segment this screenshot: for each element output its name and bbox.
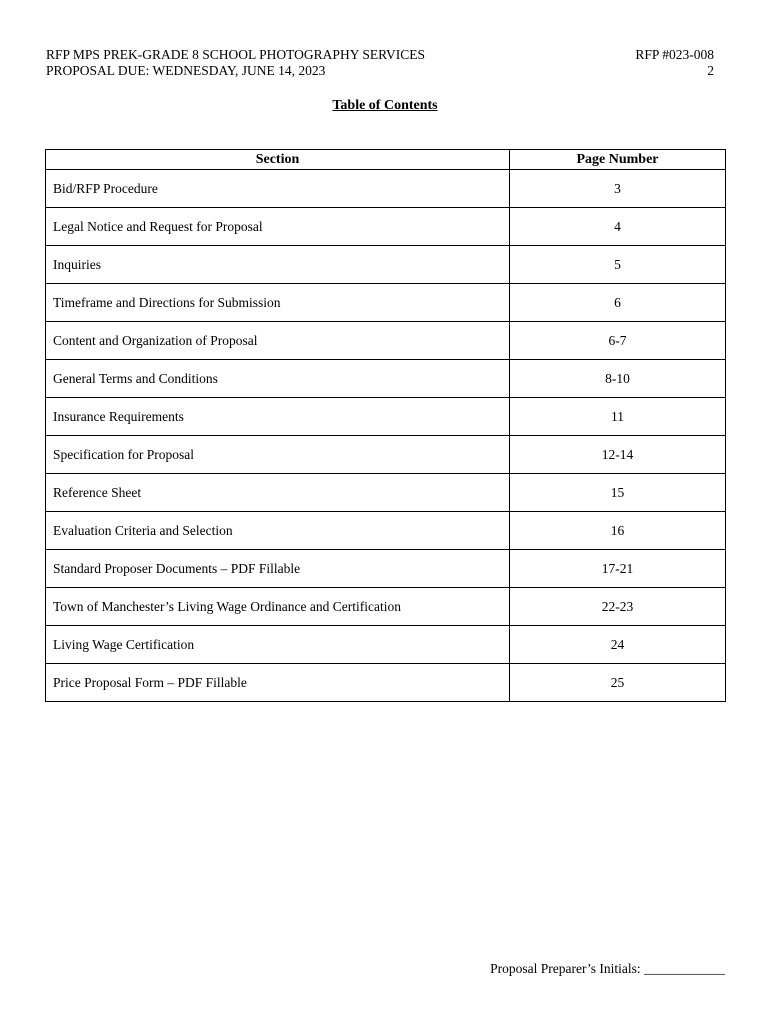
toc-section-title: Reference Sheet [46, 474, 510, 512]
toc-section-title: Price Proposal Form – PDF Fillable [46, 664, 510, 702]
toc-section-title: Standard Proposer Documents – PDF Fillable [46, 550, 510, 588]
toc-section-title: Evaluation Criteria and Selection [46, 512, 510, 550]
toc-header-row [46, 150, 726, 170]
toc-page-number: 4 [510, 208, 726, 246]
page-number: 2 [707, 63, 714, 78]
table-row [46, 550, 726, 588]
toc-page-number: 22-23 [510, 588, 726, 626]
table-row [46, 512, 726, 550]
toc-page-number: 15 [510, 474, 726, 512]
toc-table [45, 149, 726, 702]
toc-title: Table of Contents [332, 98, 438, 113]
table-row [46, 170, 726, 208]
table-row [46, 246, 726, 284]
proposal-due-date: PROPOSAL DUE: WEDNESDAY, JUNE 14, 2023 [46, 63, 326, 78]
toc-section-title: Legal Notice and Request for Proposal [46, 208, 510, 246]
toc-section-title: Living Wage Certification [46, 626, 510, 664]
preparer-initials: Proposal Preparer’s Initials: ____________ [490, 961, 725, 976]
toc-section-title: General Terms and Conditions [46, 360, 510, 398]
toc-section-title: Bid/RFP Procedure [46, 170, 510, 208]
rfp-title: RFP MPS PREK-GRADE 8 SCHOOL PHOTOGRAPHY SERVICES [46, 47, 425, 62]
table-row [46, 208, 726, 246]
table-row [46, 626, 726, 664]
toc-page-number: 16 [510, 512, 726, 550]
toc-page-number: 6 [510, 284, 726, 322]
table-row [46, 436, 726, 474]
toc-section-title: Town of Manchester’s Living Wage Ordinance and Certification [46, 588, 510, 626]
table-row [46, 588, 726, 626]
toc-section-title: Insurance Requirements [46, 398, 510, 436]
document-header-left [46, 47, 425, 79]
toc-page-number: 12-14 [510, 436, 726, 474]
toc-page-number: 6-7 [510, 322, 726, 360]
col-header-section: Section [46, 150, 510, 170]
toc-section-title: Inquiries [46, 246, 510, 284]
col-header-page-number: Page Number [510, 150, 726, 170]
toc-section-title: Timeframe and Directions for Submission [46, 284, 510, 322]
table-row [46, 664, 726, 702]
toc-page-number: 25 [510, 664, 726, 702]
table-row [46, 322, 726, 360]
toc-page-number: 11 [510, 398, 726, 436]
toc-page-number: 8-10 [510, 360, 726, 398]
toc-body [46, 170, 726, 702]
document-header-right [635, 47, 714, 79]
table-row [46, 474, 726, 512]
toc-page-number: 5 [510, 246, 726, 284]
toc-page-number: 24 [510, 626, 726, 664]
rfp-number: RFP #023-008 [635, 47, 714, 62]
toc-section-title: Content and Organization of Proposal [46, 322, 510, 360]
table-row [46, 360, 726, 398]
table-row [46, 398, 726, 436]
table-row [46, 284, 726, 322]
toc-page-number: 3 [510, 170, 726, 208]
toc-page-number: 17-21 [510, 550, 726, 588]
toc-section-title: Specification for Proposal [46, 436, 510, 474]
